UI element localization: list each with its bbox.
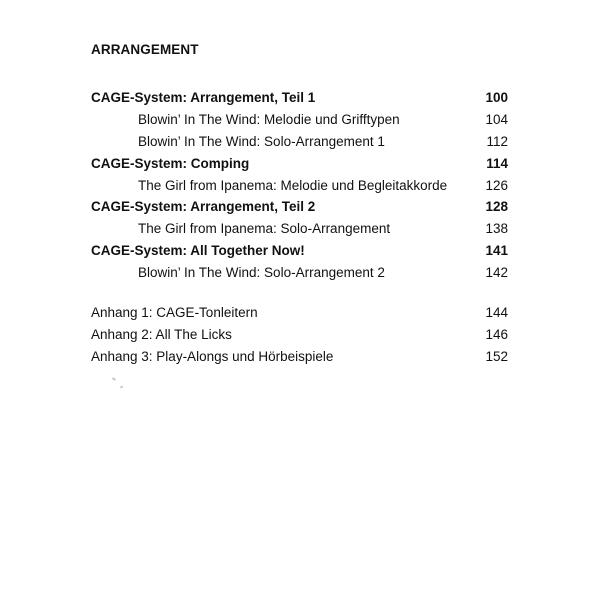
- toc-entry-title: Blowin’ In The Wind: Solo-Arrangement 2: [138, 265, 385, 280]
- toc-entry-title: Anhang 1: CAGE-Tonleitern: [91, 305, 258, 320]
- section-heading: ARRANGEMENT: [91, 42, 199, 57]
- toc-entry-title: CAGE-System: Arrangement, Teil 1: [91, 90, 316, 105]
- toc-entry-subsection: [0, 263, 600, 283]
- toc-entry-chapter: [0, 241, 600, 261]
- toc-entry-appendix: [0, 347, 600, 367]
- toc-entry-page: 142: [485, 265, 508, 280]
- toc-entry-subsection: [0, 176, 600, 196]
- toc-entry-title: Blowin’ In The Wind: Melodie und Grifftypen: [138, 112, 400, 127]
- toc-entry-page: 128: [485, 199, 508, 214]
- toc-entry-page: 146: [485, 327, 508, 342]
- toc-entry-page: 104: [485, 112, 508, 127]
- toc-entry-subsection: [0, 132, 600, 152]
- toc-entry-page: 114: [486, 156, 508, 171]
- toc-entry-subsection: [0, 110, 600, 130]
- toc-entry-page: 100: [485, 90, 508, 105]
- toc-entry-appendix: [0, 325, 600, 345]
- toc-entry-chapter: [0, 154, 600, 174]
- toc-entry-title: CAGE-System: Arrangement, Teil 2: [91, 199, 316, 214]
- toc-entry-chapter: [0, 88, 600, 108]
- scan-speck: [112, 377, 116, 381]
- scan-speck: [120, 386, 124, 389]
- toc-entry-page: 144: [485, 305, 508, 320]
- toc-entry-title: Blowin’ In The Wind: Solo-Arrangement 1: [138, 134, 385, 149]
- toc-entry-title: The Girl from Ipanema: Solo-Arrangement: [138, 221, 391, 236]
- toc-entry-chapter: [0, 197, 600, 217]
- toc-entry-page: 138: [485, 221, 508, 236]
- toc-entry-title: CAGE-System: Comping: [91, 156, 250, 171]
- toc-entry-title: Anhang 2: All The Licks: [91, 327, 232, 342]
- toc-entry-page: 126: [485, 178, 508, 193]
- toc-entry-page: 141: [485, 243, 508, 258]
- toc-entry-page: 112: [486, 134, 508, 149]
- toc-entry-page: 152: [485, 349, 508, 364]
- toc-entry-title: Anhang 3: Play-Alongs und Hörbeispiele: [91, 349, 334, 364]
- toc-entry-appendix: [0, 303, 600, 323]
- toc-entry-title: CAGE-System: All Together Now!: [91, 243, 305, 258]
- toc-entry-subsection: [0, 219, 600, 239]
- toc-entry-title: The Girl from Ipanema: Melodie und Begleitakkorde: [138, 178, 448, 193]
